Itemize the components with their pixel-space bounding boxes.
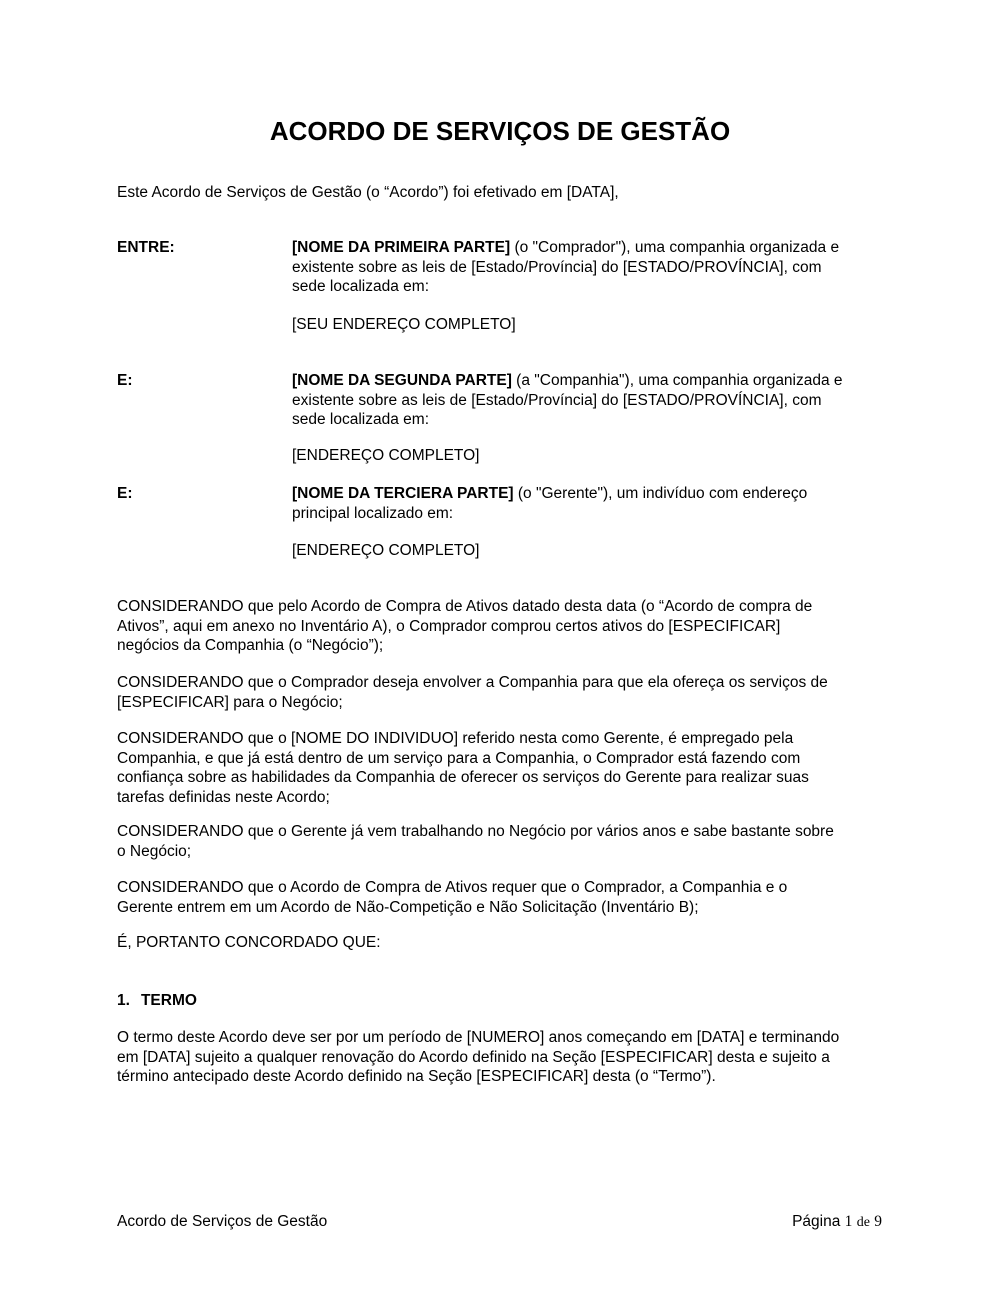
- text-line: CONSIDERANDO que o Comprador deseja envolver a Companhia para que ela ofereça os serviços de: [117, 674, 828, 691]
- text-line: [ESPECIFICAR] para o Negócio;: [117, 693, 343, 711]
- text-line: em [DATA] sujeito a qualquer renovação do Acordo definido na Seção [ESPECIFICAR] desta e sujeito a: [117, 1048, 830, 1066]
- recital-paragraph: [117, 822, 834, 861]
- party-address: [ENDEREÇO COMPLETO]: [292, 447, 480, 464]
- party-paragraph: [292, 238, 839, 297]
- party-label: E:: [117, 372, 133, 389]
- text-line: CONSIDERANDO que pelo Acordo de Compra de Ativos datado desta data (o “Acordo de compra de: [117, 598, 813, 615]
- text-line: Ativos”, aqui em anexo no Inventário A), o Comprador comprou certos ativos do [ESPECIFICAR]: [117, 617, 781, 635]
- text-line: (a "Companhia"), uma companhia organizada e: [511, 372, 843, 389]
- section-number: 1.: [117, 992, 130, 1009]
- text-line: o Negócio;: [117, 842, 192, 860]
- text-line: término antecipado deste Acordo definido na Seção [ESPECIFICAR] desta (o “Termo”).: [117, 1068, 716, 1085]
- party-paragraph: [292, 371, 843, 430]
- party-address: [ENDEREÇO COMPLETO]: [292, 542, 480, 559]
- text-line: Companhia, e que já está dentro de um serviço para a Companhia, o Comprador está fazendo com: [117, 749, 801, 767]
- text-line: CONSIDERANDO que o Gerente já vem trabalhando no Negócio por vários anos e sabe bastante sobre: [117, 823, 834, 840]
- section-heading: [117, 991, 197, 1011]
- recital-paragraph: [117, 673, 828, 712]
- text-line: principal localizado em:: [292, 504, 454, 522]
- total-pages: 9: [874, 1213, 882, 1230]
- recital-paragraph: [117, 597, 812, 656]
- recital-paragraph: [117, 729, 809, 807]
- intro-paragraph: Este Acordo de Serviços de Gestão (o “Acordo”) foi efetivado em [DATA],: [117, 184, 619, 201]
- text-line: (o "Gerente"), um indivíduo com endereço: [513, 485, 808, 502]
- section-paragraph: [117, 1028, 839, 1087]
- text-line: O termo deste Acordo deve ser por um período de [NUMERO] anos começando em [DATA] e terminando: [117, 1029, 840, 1046]
- party-label: E:: [117, 485, 133, 502]
- section-title: TERMO: [140, 992, 197, 1009]
- text-line: negócios da Companhia (o “Negócio”);: [117, 637, 384, 654]
- party-label: ENTRE:: [117, 239, 175, 256]
- page-of: de: [856, 1215, 870, 1230]
- party-paragraph: [292, 484, 807, 523]
- party-name: [NOME DA TERCIERA PARTE]: [292, 485, 514, 502]
- current-page: 1: [844, 1213, 853, 1230]
- document-title: ACORDO DE SERVIÇOS DE GESTÃO: [269, 116, 731, 146]
- page-number: [792, 1212, 882, 1233]
- text-line: confiança sobre as habilidades da Companhia de oferecer os serviços do Gerente para realizar suas: [117, 769, 809, 786]
- text-line: sede localizada em:: [292, 411, 429, 428]
- agreed-statement: É, PORTANTO CONCORDADO QUE:: [117, 934, 381, 951]
- text-line: (o "Comprador"), uma companhia organizada e: [510, 239, 840, 256]
- text-line: sede localizada em:: [292, 278, 429, 295]
- party-address: [SEU ENDEREÇO COMPLETO]: [292, 316, 516, 333]
- text-line: existente sobre as leis de [Estado/Província] do [ESTADO/PROVÍNCIA], com: [292, 258, 822, 276]
- page-label: Página: [792, 1213, 841, 1230]
- party-name: [NOME DA SEGUNDA PARTE]: [292, 372, 512, 389]
- text-line: CONSIDERANDO que o Acordo de Compra de Ativos requer que o Comprador, a Companhia e o: [117, 879, 788, 896]
- text-line: CONSIDERANDO que o [NOME DO INDIVIDUO] referido nesta como Gerente, é empregado pela: [117, 730, 794, 747]
- party-name: [NOME DA PRIMEIRA PARTE]: [292, 239, 511, 256]
- text-line: tarefas definidas neste Acordo;: [117, 788, 330, 806]
- recital-paragraph: [117, 878, 787, 917]
- footer-title: Acordo de Serviços de Gestão: [117, 1213, 328, 1230]
- text-line: Gerente entrem em um Acordo de Não-Competição e Não Solicitação (Inventário B);: [117, 898, 699, 916]
- text-line: existente sobre as leis de [Estado/Província] do [ESTADO/PROVÍNCIA], com: [292, 391, 822, 409]
